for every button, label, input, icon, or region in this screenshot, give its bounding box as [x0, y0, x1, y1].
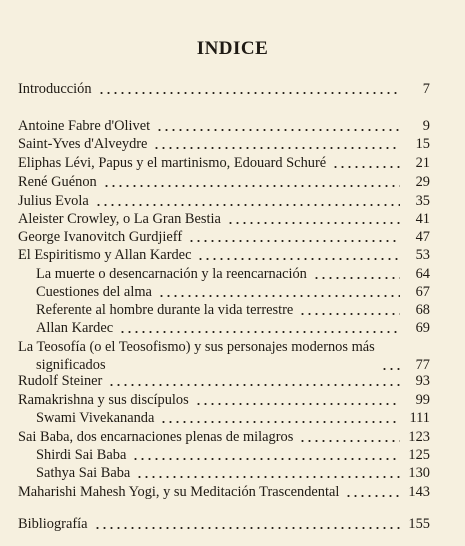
- toc-entry-fabre-dolivet: [18, 115, 430, 135]
- toc-entry-label: Cuestiones del alma: [36, 284, 152, 300]
- toc-entry-label: George Ivanovitch Gurdjieff: [18, 229, 183, 245]
- dot-leader: [188, 240, 400, 242]
- toc-entry-page: 143: [408, 484, 430, 500]
- toc-entry-saint-yves: [18, 133, 430, 153]
- toc-entry-page: 41: [415, 211, 430, 227]
- toc-entry-sai-baba: [18, 426, 430, 446]
- toc-entry-page: 123: [408, 429, 430, 445]
- toc-entry-label: Rudolf Steiner: [18, 373, 103, 389]
- toc-subentry-referente: [36, 299, 430, 319]
- toc-subentry-shirdi: [36, 444, 430, 464]
- toc-entry-label: Sai Baba, dos encarnaciones plenas de milagros: [18, 429, 294, 445]
- toc-entry-label: [18, 338, 375, 374]
- dot-leader: [156, 129, 400, 131]
- toc-entry-page: 155: [408, 516, 430, 532]
- toc-entry-page: 7: [422, 81, 430, 97]
- toc-entry-guenon: [18, 171, 430, 191]
- dot-leader: [332, 166, 400, 168]
- toc-entry-evola: [18, 190, 430, 210]
- dot-leader: [227, 222, 400, 224]
- toc-entry-page: 68: [415, 302, 430, 318]
- dot-leader: [103, 185, 400, 187]
- toc-entry-page: 9: [422, 118, 430, 134]
- toc-entry-label: Swami Vivekananda: [36, 410, 155, 426]
- toc-subentry-vivekananda: [36, 407, 430, 427]
- toc-entry-label: Sathya Sai Baba: [36, 465, 131, 481]
- toc-entry-ramakrishna: [18, 389, 430, 409]
- toc-entry-page: 64: [415, 266, 430, 282]
- toc-entry-page: 29: [415, 174, 430, 190]
- toc-entry-page: 77: [415, 357, 430, 373]
- toc-entry-label: Eliphas Lévi, Papus y el martinismo, Edouard Schuré: [18, 155, 327, 171]
- toc-entry-label-line1: La Teosofía (o el Teosofismo) y sus personajes modernos más: [18, 339, 375, 355]
- toc-entry-introduccion: [18, 78, 430, 98]
- toc-entry-page: 21: [415, 155, 430, 171]
- toc-entry-label: Referente al hombre durante la vida terrestre: [36, 302, 294, 318]
- toc-entry-label: Maharishi Mahesh Yogi, y su Meditación Trascendental: [18, 484, 340, 500]
- toc-entry-bibliografia: [18, 513, 430, 533]
- toc-entry-page: 99: [415, 392, 430, 408]
- dot-leader: [95, 204, 400, 206]
- page-title: INDICE: [196, 38, 269, 59]
- toc-entry-crowley: [18, 208, 430, 228]
- dot-leader: [108, 384, 400, 386]
- toc-entry-label: Antoine Fabre d'Olivet: [18, 118, 151, 134]
- dot-leader: [160, 421, 400, 423]
- dot-leader: [299, 440, 400, 442]
- toc-entry-label: Bibliografía: [18, 516, 88, 532]
- toc-subentry-muerte: [36, 263, 430, 283]
- toc-subentry-sathya: [36, 462, 430, 482]
- toc-entry-label-line2: significados: [36, 357, 106, 373]
- toc-entry-label: Saint-Yves d'Alveydre: [18, 136, 148, 152]
- toc-entry-gurdjieff: [18, 226, 430, 246]
- dot-leader: [132, 458, 400, 460]
- dot-leader: [153, 147, 400, 149]
- toc-entry-page: 15: [415, 136, 430, 152]
- dot-leader: [136, 476, 400, 478]
- dot-leader: [299, 313, 400, 315]
- toc-entry-page: 69: [415, 320, 430, 336]
- toc-entry-maharishi: [18, 481, 430, 501]
- toc-entry-page: 67: [415, 284, 430, 300]
- toc-entry-label: René Guénon: [18, 174, 97, 190]
- toc-entry-label: Aleister Crowley, o La Gran Bestia: [18, 211, 221, 227]
- toc-entry-espiritismo: [18, 244, 430, 264]
- toc-subentry-cuestiones: [36, 281, 430, 301]
- dot-leader: [94, 527, 400, 529]
- toc-entry-teosofia: [18, 334, 430, 374]
- dot-leader: [119, 331, 400, 333]
- toc-entry-page: 53: [415, 247, 430, 263]
- toc-entry-steiner: [18, 370, 430, 390]
- dot-leader: [313, 277, 400, 279]
- dot-leader: [345, 495, 400, 497]
- toc-entry-page: 93: [415, 373, 430, 389]
- toc-entry-page: 125: [408, 447, 430, 463]
- toc-entry-label: El Espiritismo y Allan Kardec: [18, 247, 192, 263]
- toc-entry-label: Julius Evola: [18, 193, 89, 209]
- toc-entry-page: 130: [408, 465, 430, 481]
- toc-entry-eliphas-levi: [18, 152, 430, 172]
- toc-entry-label: Allan Kardec: [36, 320, 114, 336]
- toc-entry-page: 111: [409, 410, 430, 426]
- dot-leader: [98, 92, 400, 94]
- toc-entry-label: Shirdi Sai Baba: [36, 447, 127, 463]
- toc-entry-label: La muerte o desencarnación y la reencarnación: [36, 266, 307, 282]
- dot-leader: [195, 403, 400, 405]
- toc-entry-page: 47: [415, 229, 430, 245]
- toc-entry-page: 35: [415, 193, 430, 209]
- dot-leader: [158, 295, 400, 297]
- toc-entry-label: Ramakrishna y sus discípulos: [18, 392, 189, 408]
- toc-entry-label: Introducción: [18, 81, 92, 97]
- dot-leader: [197, 258, 400, 260]
